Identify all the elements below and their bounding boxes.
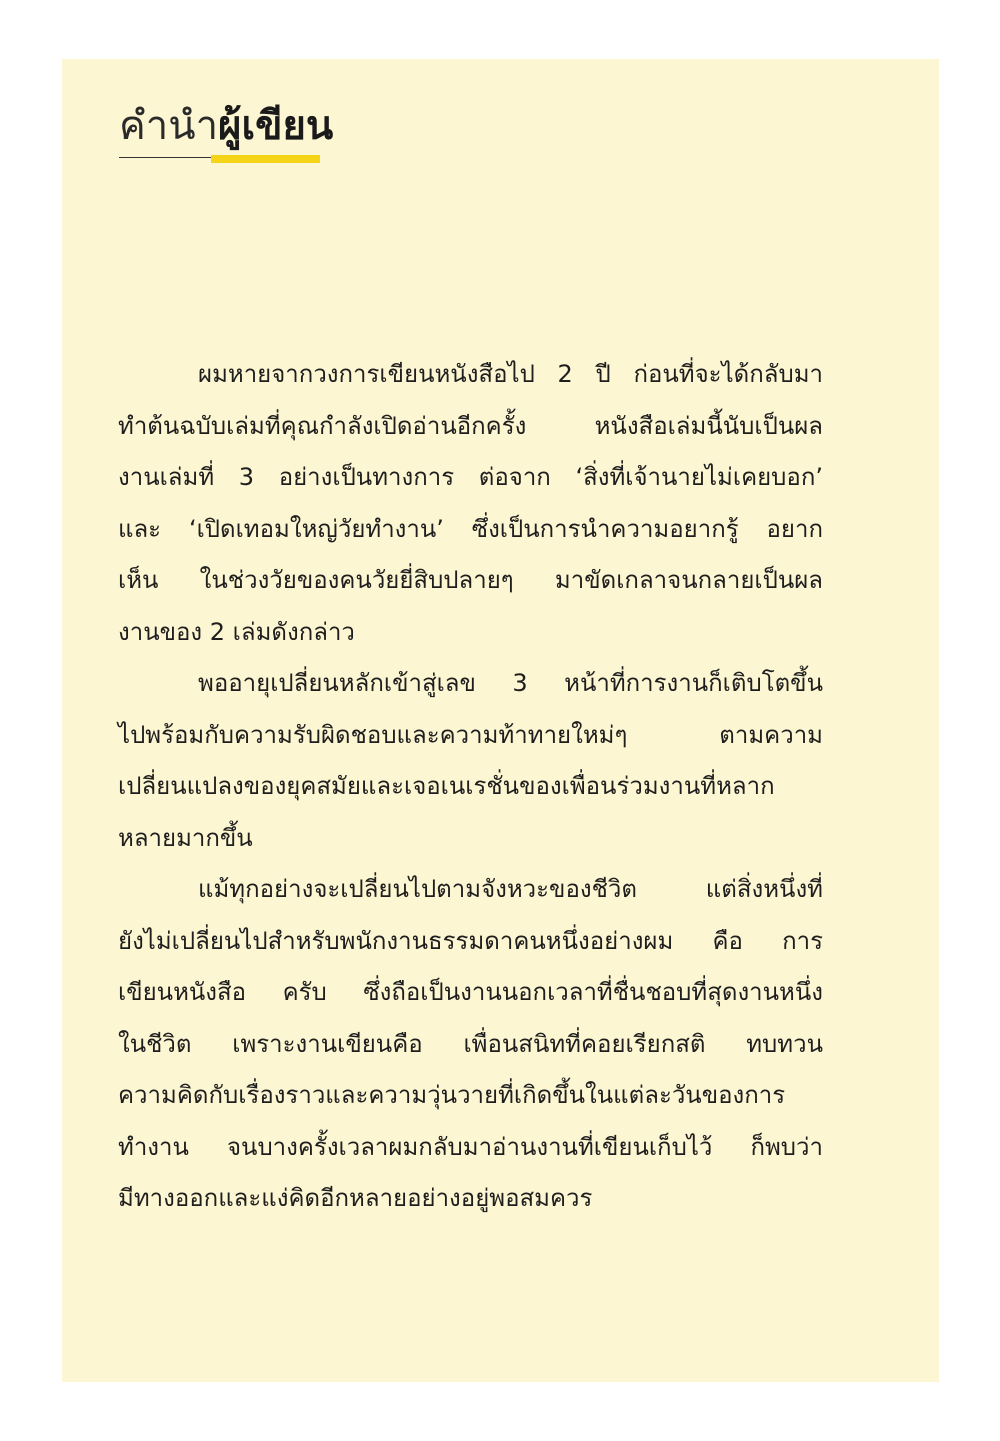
paragraph-1-line: ทำต้นฉบับเล่มที่คุณกำลังเปิดอ่านอีกครั้ง หนังสือเล่มนี้นับเป็นผล: [118, 411, 823, 440]
paragraph-2-line: เปลี่ยนแปลงของยุคสมัยและเจอเนเรชั่นของเพื่อนร่วมงานที่หลาก: [118, 772, 775, 800]
paragraph-2-line: ไปพร้อมกับความรับผิดชอบและความท้าทายใหม่ๆ ตามความ: [118, 720, 823, 749]
paragraph-3-line: ยังไม่เปลี่ยนไปสำหรับพนักงานธรรมดาคนหนึ่งอย่างผม คือ การ: [118, 926, 823, 955]
body-text: [118, 349, 823, 1225]
title-accent-bar: [211, 155, 320, 163]
paragraph-3-line: มีทางออกและแง่คิดอีกหลายอย่างอยู่พอสมควร: [118, 1184, 593, 1212]
paragraph-3-line: แม้ทุกอย่างจะเปลี่ยนไปตามจังหวะของชีวิต แต่สิ่งหนึ่งที่: [198, 875, 823, 903]
title-underline: [119, 157, 211, 158]
paragraph-1-line: งานของ 2 เล่มดังกล่าว: [118, 617, 355, 646]
paragraph-1-line: และ ‘เปิดเทอมใหญ่วัยทำงาน’ ซึ่งเป็นการนำความอยากรู้ อยาก: [118, 514, 823, 543]
paragraph-1-line: งานเล่มที่ 3 อย่างเป็นทางการ ต่อจาก ‘สิ่งที่เจ้านายไม่เคยบอก’: [118, 463, 823, 491]
title-part-author: ผู้เขียน: [218, 103, 334, 149]
paragraph-2-line: หลายมากขึ้น: [118, 823, 253, 852]
paragraph-1-line: ผมหายจากวงการเขียนหนังสือไป 2 ปี ก่อนที่จะได้กลับมา: [198, 360, 823, 388]
title-part-foreword: คำนำ: [119, 103, 219, 149]
paragraph-3-line: เขียนหนังสือ ครับ ซึ่งถือเป็นงานนอกเวลาที่ชื่นชอบที่สุดงานหนึ่ง: [118, 978, 823, 1006]
paragraph-3-line: ทำงาน จนบางครั้งเวลาผมกลับมาอ่านงานที่เขียนเก็บไว้ ก็พบว่า: [118, 1132, 823, 1161]
paragraph-3-line: ความคิดกับเรื่องราวและความวุ่นวายที่เกิดขึ้นในแต่ละวันของการ: [118, 1081, 786, 1109]
paragraph-1-line: เห็น ในช่วงวัยของคนวัยยี่สิบปลายๆ มาขัดเกลาจนกลายเป็นผล: [118, 566, 823, 594]
paragraph-2-line: พออายุเปลี่ยนหลักเข้าสู่เลข 3 หน้าที่การงานก็เติบโตขึ้น: [198, 669, 823, 697]
page-title: [119, 96, 333, 156]
paragraph-3-line: ในชีวิต เพราะงานเขียนคือ เพื่อนสนิทที่คอยเรียกสติ ทบทวน: [118, 1029, 823, 1058]
